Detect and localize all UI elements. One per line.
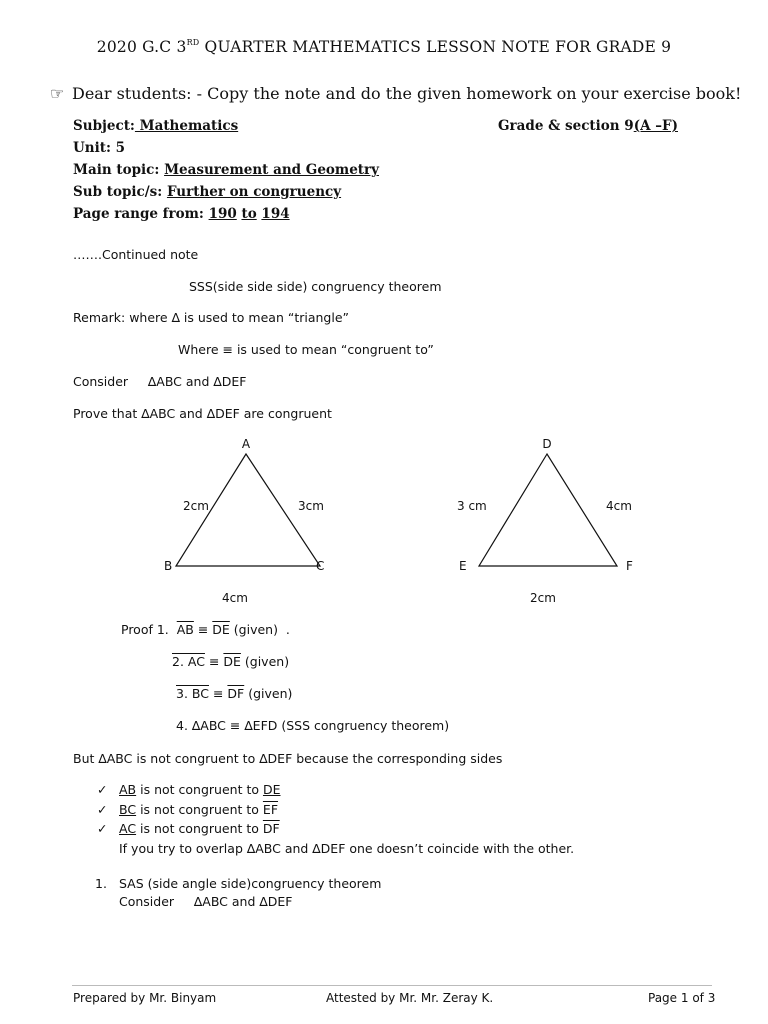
- check-1-text: is not congruent to: [136, 782, 263, 797]
- side-bc-label: 4cm: [222, 591, 248, 605]
- triangles-figure: [150, 430, 650, 610]
- page-to-word: to: [241, 206, 257, 222]
- side-de-label: 3 cm: [457, 499, 487, 513]
- side-ab-label: 2cm: [183, 499, 209, 513]
- proof-3-symbol: ≡: [208, 686, 228, 701]
- proof-3-seg-b: $\overline{DF}$: [227, 686, 245, 701]
- check-2-seg-a: BC: [119, 802, 137, 817]
- continued-note: …….Continued note: [73, 247, 199, 262]
- remark-congruent: Where ≡ is used to mean “congruent to”: [178, 342, 434, 357]
- proof-2-suffix: (given): [240, 654, 290, 669]
- sas-title: SAS (side angle side)congruency theorem: [119, 876, 382, 891]
- check-1-seg-b: DE: [262, 782, 281, 797]
- vertex-e-label: E: [459, 559, 467, 573]
- vertex-a-label: A: [241, 437, 251, 451]
- title-suffix: QUARTER MATHEMATICS LESSON NOTE FOR GRADE 9: [199, 38, 672, 56]
- page-title: [0, 38, 768, 56]
- subject-line: [73, 118, 238, 134]
- proof-3-seg-a: 3. BC: [176, 686, 209, 701]
- proof-step-4: 4. ∆ABC ≡ ∆EFD (SSS congruency theorem): [176, 718, 450, 733]
- page-range-line: [73, 206, 290, 222]
- triangle-def: [457, 437, 633, 605]
- pointing-hand-icon: ☞: [50, 84, 65, 103]
- proof-2-symbol: ≡: [204, 654, 224, 669]
- grade-line: [498, 118, 678, 134]
- check-item-ab: [97, 782, 281, 797]
- vertex-c-label: C: [316, 559, 325, 573]
- triangle-def-outline: [479, 454, 617, 566]
- proof-1-suffix: (given) .: [229, 622, 290, 637]
- title-superscript: RD: [186, 38, 200, 47]
- check-3-text: is not congruent to: [136, 821, 263, 836]
- triangle-abc: [164, 437, 324, 605]
- check-1-seg-a: AB: [119, 782, 137, 797]
- remark-triangle: Remark: where ∆ is used to mean “triangle”: [73, 310, 349, 325]
- proof-step-1: [121, 622, 290, 637]
- proof-1-prefix: Proof 1.: [121, 622, 177, 637]
- footer-page-number: Page 1 of 3: [648, 991, 716, 1005]
- proof-1-seg-b: $\overline{DE}$: [212, 622, 230, 637]
- proof-1-symbol: ≡: [193, 622, 213, 637]
- main-topic-value: Measurement and Geometry: [164, 162, 379, 178]
- unit-line: Unit: 5: [73, 140, 126, 156]
- vertex-d-label: D: [542, 437, 552, 451]
- intro-text: Dear students: - Copy the note and do the given homework on your exercise book!: [72, 84, 742, 103]
- side-df-label: 4cm: [606, 499, 632, 513]
- check-mark-icon: ✓: [97, 782, 108, 797]
- grade-value: (A –F): [633, 118, 678, 134]
- check-3-seg-a: AC: [119, 821, 137, 836]
- main-topic-label: Main topic:: [73, 162, 160, 178]
- footer-attested: Attested by Mr. Mr. Zeray K.: [326, 991, 494, 1005]
- side-ef-label: 2cm: [530, 591, 556, 605]
- check-3-seg-b: $\overline{DF}$: [262, 821, 280, 836]
- proof-1-seg-a: $\overline{AB}$: [176, 622, 194, 637]
- proof-2-seg-a: 2. AC: [172, 654, 205, 669]
- check-2-seg-b: $\overline{EF}$: [262, 802, 279, 817]
- page-from: 190: [208, 206, 237, 222]
- check-item-ac: [97, 821, 280, 836]
- theorem-title: SSS(side side side) congruency theorem: [189, 279, 442, 294]
- but-line: But ∆ABC is not congruent to ∆DEF because the corresponding sides: [73, 751, 503, 766]
- footer-divider: [72, 985, 712, 986]
- proof-3-suffix: (given): [244, 686, 293, 701]
- grade-label: Grade & section 9: [498, 118, 634, 134]
- check-item-bc: [97, 802, 278, 817]
- sub-topic-line: [73, 184, 341, 200]
- vertex-f-label: F: [626, 559, 633, 573]
- footer-prepared: Prepared by Mr. Binyam: [73, 991, 217, 1005]
- page-range-label: Page range from:: [73, 206, 204, 222]
- overlap-line: If you try to overlap ∆ABC and ∆DEF one doesn’t coincide with the other.: [119, 841, 575, 856]
- title-prefix: 2020 G.C 3: [96, 38, 187, 56]
- subject-label: Subject:: [73, 118, 135, 134]
- proof-step-2: [172, 654, 289, 669]
- sas-number: 1.: [95, 876, 107, 891]
- check-mark-icon: ✓: [97, 802, 108, 817]
- proof-2-seg-b: $\overline{DE}$: [223, 654, 241, 669]
- consider-line: Consider ∆ABC and ∆DEF: [73, 374, 247, 389]
- side-ac-label: 3cm: [298, 499, 324, 513]
- page-to: 194: [261, 206, 290, 222]
- main-topic-line: [73, 162, 379, 178]
- vertex-b-label: B: [164, 559, 173, 573]
- sub-topic-value: Further on congruency: [166, 184, 342, 200]
- sub-topic-label: Sub topic/s:: [73, 184, 163, 200]
- check-mark-icon: ✓: [97, 821, 108, 836]
- sas-consider: Consider ∆ABC and ∆DEF: [119, 894, 293, 909]
- prove-line: Prove that ∆ABC and ∆DEF are congruent: [73, 406, 332, 421]
- proof-step-3: [176, 686, 292, 701]
- subject-value: Mathematics: [134, 118, 239, 134]
- check-2-text: is not congruent to: [136, 802, 263, 817]
- intro-line: [50, 84, 741, 103]
